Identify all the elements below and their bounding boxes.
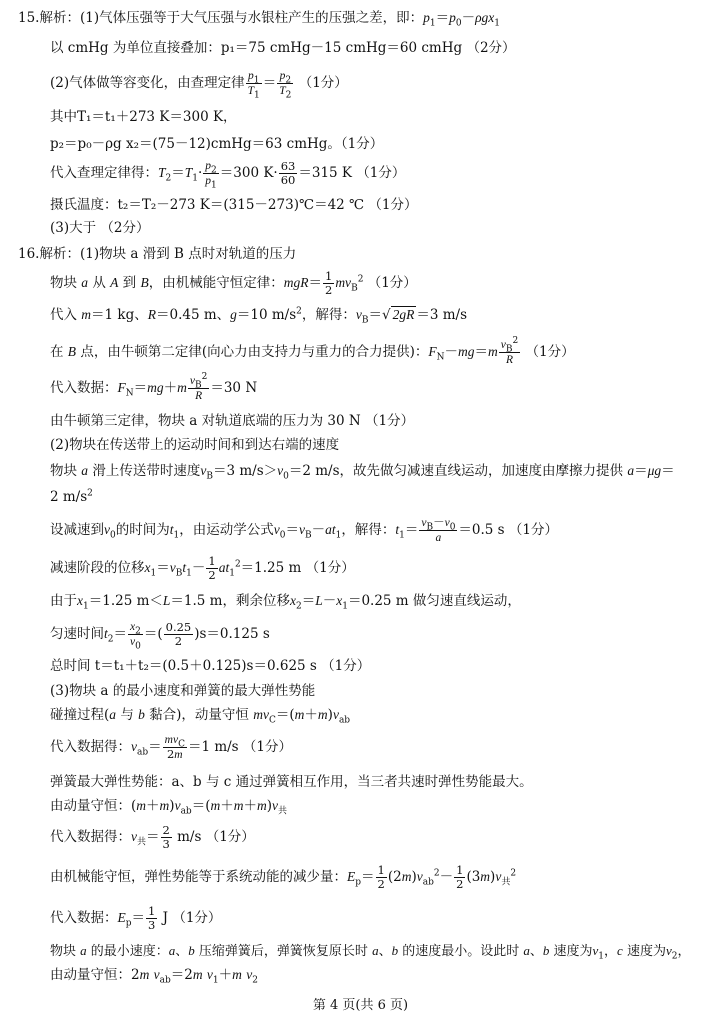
line-15: (2)物块在传送带上的运动时间和到达右端的速度 [50, 437, 340, 453]
line-4: 其中T₁＝t₁＋273 K＝300 K， [50, 109, 237, 125]
line-3: (2)气体做等容变化，由查理定律 $\frac{p_1}{T_1}$ ＝ $\frac{p_2}{T_2}$ （1分） [50, 70, 348, 101]
line-26: 弹簧最大弹性势能：a、b 与 c 通过弹簧相互作用，当三者共速时弹性势能最大。 [50, 774, 533, 790]
line-19: 减速阶段的位移$x_1=v_Bt_1-$ $\frac{1}{2}$ $at_1^2=1.25$ m （1分） [50, 554, 355, 582]
line-8: (3)大于 （2分） [50, 220, 150, 236]
line-23: (3)物块 a 的最小速度和弹簧的最大弹性势能 [50, 683, 316, 699]
line-27: 由动量守恒：$(m+m)v_{ab}=(m+m+m)v_共$ [50, 798, 288, 817]
line-10: 物块 a 从 A 到 B，由机械能守恒定律：mgR＝ $\frac{1}{2}$ $mv_B^2$ （1分） [50, 269, 417, 297]
line-11: 代入 m＝1 kg、R＝0.45 m、g＝10 $m/s^2$，解得：$v_B=√$ 2gR ＝3 m/s [50, 306, 468, 326]
line-14: 由牛顿第三定律，物块 a 对轨道底端的压力为 30 N （1分） [50, 413, 415, 429]
line-28: 代入数据得：$v_共=$ $\frac{2}{3}$ m/s （1分） [50, 823, 255, 851]
line-2: 以 cmHg 为单位直接叠加：p₁＝75 cmHg－15 cmHg＝60 cmHg （2分） [50, 40, 516, 56]
line-5: p₂＝p₀－ρg x₂＝(75－12)cmHg＝63 cmHg。（1分） [50, 136, 384, 152]
line-1: 15.解析：(1)气体压强等于大气压强与水银柱产生的压强之差，即：$p_1=p_0-\rho gx_1$ [18, 10, 501, 29]
page-footer: 第 4 页(共 6 页) [312, 998, 409, 1013]
line-24: 碰撞过程(a 与 b 黏合)，动量守恒 $mv_C=(m+m)v_{ab}$ [50, 707, 351, 726]
line-12: 在 B 点，由牛顿第二定律(向心力由支持力与重力的合力提供)：$F_N-mg=m$ $\frac{v_B^2}{R}$ （1分） [50, 336, 575, 366]
line-22: 总时间 t＝t₁＋t₂＝(0.5＋0.125)s＝0.625 s （1分） [50, 658, 371, 674]
line-25: 代入数据得：$v_{ab}=$ $\frac{mv_C}{2m}$ ＝1 m/s （1分） [50, 734, 292, 761]
line-18: 设减速到$v_0$的时间为$t_1$，由运动学公式$v_0=v_B-at_1$，解得：$t_1=$ $\frac{v_B-v_0}{a}$ ＝0.5 s （1分） [50, 515, 558, 544]
line-13: 代入数据：$F_N=mg+m$ $\frac{v_B^2}{R}$ ＝30 N [50, 372, 258, 402]
line-7: 摄氏温度：t₂＝T₂－273 K＝(315－273)℃＝42 ℃ （1分） [50, 197, 418, 213]
line-20: 由于$x_1=1.25$ m＜L＝1.5 m，剩余位移$x_2=L-x_1=0.25$ m 做匀速直线运动， [50, 593, 521, 612]
line-6: 代入查理定律得：$T_2=T_1\cdot$ $\frac{p_2}{p_1}$ ＝300 K· $\frac{63}{60}$ ＝315 K （1分） [50, 159, 406, 191]
line-16: 物块 a 滑上传送带时速度$v_B=3$ $m/s>v_0=2$ m/s，故先做匀减速直线运动，加速度由摩擦力提供 a＝μg＝ [50, 463, 675, 482]
line-30: 代入数据：$E_p=$ $\frac{1}{3}$ J （1分） [50, 904, 222, 932]
line-21: 匀速时间$t_2=$ $\frac{x_2}{v_0}$ ＝( $\frac{0.25}{2}$ )s＝0.125 s [50, 620, 270, 652]
line-9: 16.解析：(1)物块 a 滑到 B 点时对轨道的压力 [18, 246, 297, 262]
line-29: 由机械能守恒，弹性势能等于系统动能的减少量：$E_p=$ $\frac{1}{2}$ $(2m)v_{ab}^2-$ $\frac{1}{2}$ $(3m)v_共^2$ [50, 863, 517, 891]
line-17: 2 $m/s^2$ [50, 488, 93, 505]
line-32: 由动量守恒：2m $v_{ab}=2m$ $v_1+m$ $v_2$ [50, 967, 258, 986]
line-31: 物块 a 的最小速度：a、b 压缩弹簧后，弹簧恢复原长时 a、b 的速度最小。设此时 a、b 速度为$v_1$，c 速度为$v_2$， [50, 943, 691, 962]
